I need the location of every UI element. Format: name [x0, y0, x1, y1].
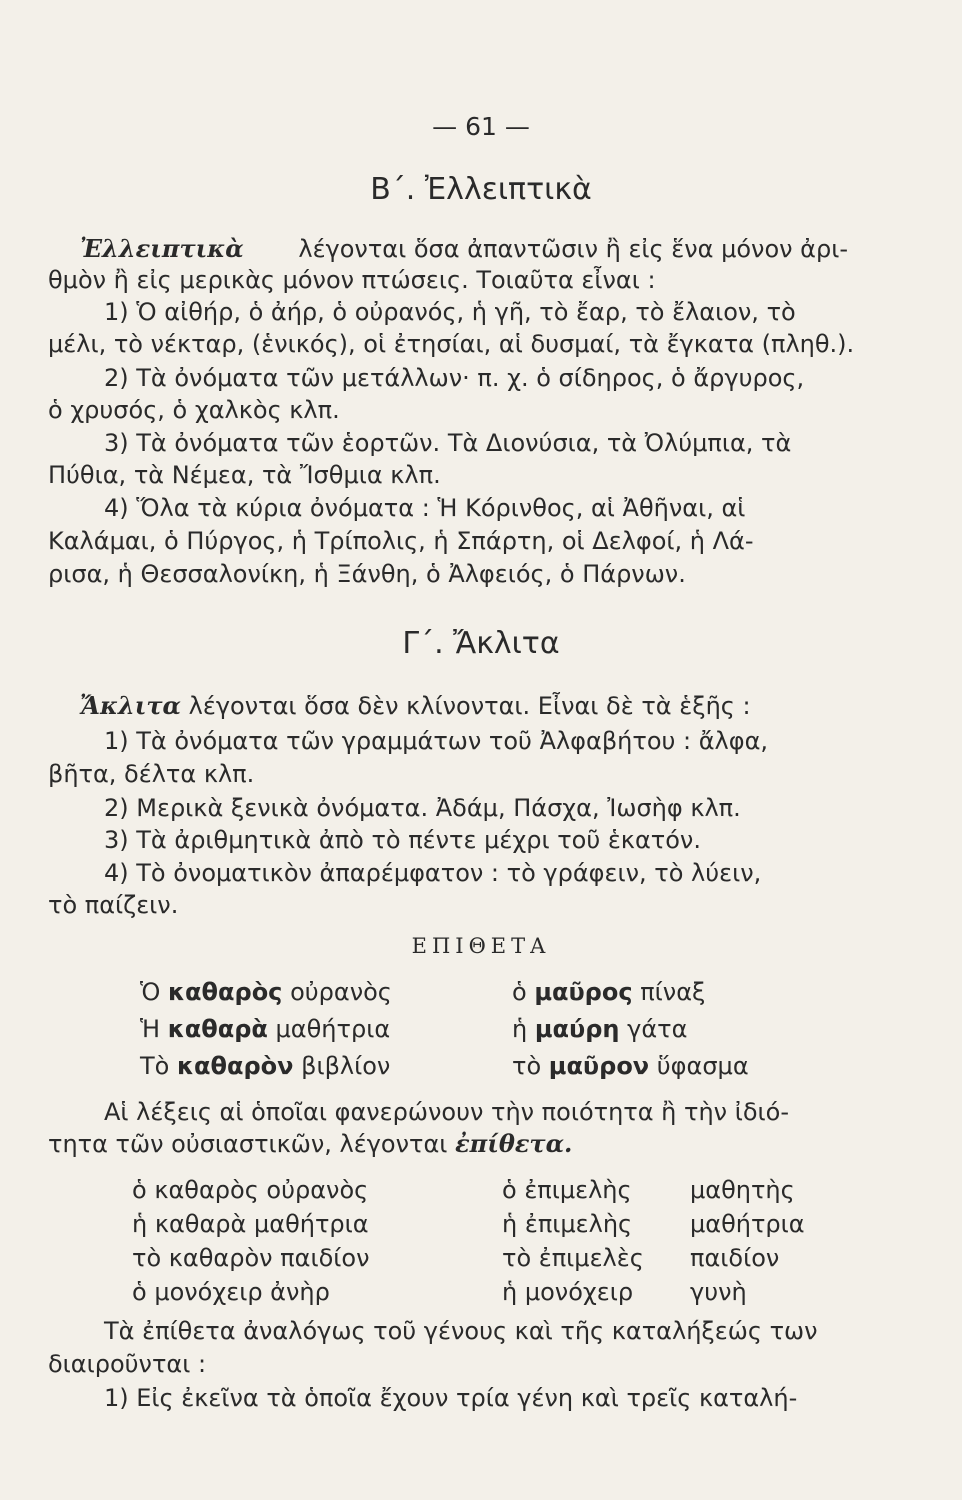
section-b-title: Β΄. Ἐλλειπτικὰ — [370, 172, 592, 207]
closing-line2: διαιροῦνται : — [48, 1350, 207, 1378]
table1-row-3-right — [512, 1054, 749, 1078]
section-b-item2-line1: 2) Τὰ ὀνόματα τῶν μετάλλων· π. χ. ὁ σίδηρος, ὁ ἄργυρος, — [104, 364, 805, 392]
table1-row-1-noun: οὐρανὸς — [290, 978, 392, 1006]
epitheta-para-line1: Αἱ λέξεις αἱ ὁποῖαι φανερώνουν τὴν ποιότητα ἢ τὴν ἰδιό- — [104, 1098, 789, 1126]
section-c-item1-line1: 1) Τὰ ὀνόματα τῶν γραμμάτων τοῦ Ἀλφαβήτου : ἄλφα, — [104, 727, 769, 755]
table1-row-1-article: Ὁ — [140, 978, 161, 1006]
table1-row-2-noun: μαθήτρια — [275, 1015, 391, 1043]
table1-row-3-right-article: τὸ — [512, 1052, 542, 1080]
table2-row-2-right-noun: μαθήτρια — [690, 1210, 805, 1238]
table1-row-2-right-article: ἡ — [512, 1015, 528, 1043]
table1-row-1-right-adjective: μαῦρος — [534, 978, 633, 1006]
table2-row-4-left: ὁ μονόχειρ ἀνὴρ — [132, 1278, 330, 1306]
table2-row-4-right-phrase: ἡ μονόχειρ — [502, 1278, 634, 1306]
table2-row-3-left: τὸ καθαρὸν παιδίον — [132, 1244, 370, 1272]
table2-row-4-right-noun: γυνὴ — [690, 1278, 747, 1306]
section-b-item4-line2: Καλάμαι, ὁ Πύργος, ἡ Τρίπολις, ἡ Σπάρτη, οἱ Δελφοί, ἡ Λά- — [48, 527, 754, 555]
section-b-intro-line2: θμὸν ἢ εἰς μερικὰς μόνον πτώσεις. Τοιαῦτα εἶναι : — [48, 266, 656, 294]
section-c-intro — [80, 691, 751, 720]
table1-row-3-left — [140, 1054, 390, 1078]
section-c-title: Γ΄. Ἄκλιτα — [402, 626, 560, 661]
table2-row-1-right-noun: μαθητὴς — [690, 1176, 795, 1204]
section-c-item1-line2: βῆτα, δέλτα κλπ. — [48, 760, 255, 788]
table1-row-3-right-noun: ὕφασμα — [656, 1052, 749, 1080]
section-c-intro-term: Ἄκλιτα — [80, 691, 182, 720]
table1-row-3-right-adjective: μαῦρον — [548, 1052, 650, 1080]
table1-row-3-adjective: καθαρὸν — [176, 1052, 294, 1080]
table2-row-3-right-noun: παιδίον — [690, 1244, 780, 1272]
closing-line3: 1) Εἰς ἐκεῖνα τὰ ὁποῖα ἔχουν τρία γένη καὶ τρεῖς καταλή- — [104, 1384, 798, 1412]
table1-row-2-adjective: καθαρὰ — [167, 1015, 268, 1043]
table2-row-1-right-phrase: ὁ ἐπιμελὴς — [502, 1176, 632, 1204]
page-number: — 61 — — [432, 112, 530, 141]
epitheta-para-term: ἐπίθετα. — [455, 1129, 573, 1158]
epitheta-para-line2-text: τητα τῶν οὐσιαστικῶν, λέγονται — [48, 1130, 448, 1158]
table2-row-1-left: ὁ καθαρὸς οὐρανὸς — [132, 1176, 369, 1204]
table1-row-1-left — [140, 980, 392, 1004]
epitheta-para-line2 — [48, 1129, 573, 1158]
table2-row-2-right-phrase: ἡ ἐπιμελὴς — [502, 1210, 633, 1238]
table2-row-3-right-phrase: τὸ ἐπιμελὲς — [502, 1244, 644, 1272]
table1-row-2-article: Ἡ — [140, 1015, 161, 1043]
section-b-item1-line2: μέλι, τὸ νέκταρ, (ἑνικός), οἱ ἐτησίαι, αἱ δυσμαί, τὰ ἔγκατα (πληθ.). — [48, 330, 855, 358]
epitheta-title: ΕΠΙΘΕΤΑ — [411, 934, 551, 958]
table1-row-3-noun: βιβλίον — [301, 1052, 391, 1080]
section-b-item3-line2: Πύθια, τὰ Νέμεα, τὰ Ἴσθμια κλπ. — [48, 461, 441, 489]
table1-row-2-right-adjective: μαύρη — [534, 1015, 620, 1043]
section-b-intro-line1 — [80, 234, 848, 263]
section-b-item4-line3: ρισα, ἡ Θεσσαλονίκη, ἡ Ξάνθη, ὁ Ἀλφειός, ὁ Πάρνων. — [48, 560, 686, 588]
table1-row-1-adjective: καθαρὸς — [168, 978, 283, 1006]
section-c-item3: 3) Τὰ ἀριθμητικὰ ἀπὸ τὸ πέντε μέχρι τοῦ ἑκατόν. — [104, 826, 701, 854]
closing-line1: Τὰ ἐπίθετα ἀναλόγως τοῦ γένους καὶ τῆς καταλήξεώς των — [104, 1317, 818, 1345]
table1-row-2-left — [140, 1017, 390, 1041]
section-b-intro-term: Ἐλλειπτικὰ — [80, 234, 244, 263]
table1-row-1-right — [512, 980, 705, 1004]
table1-row-2-right-noun: γάτα — [627, 1015, 688, 1043]
section-b-item1-line1: 1) Ὁ αἰθήρ, ὁ ἀήρ, ὁ οὐρανός, ἡ γῆ, τὸ ἔαρ, τὸ ἔλαιον, τὸ — [104, 298, 796, 326]
table1-row-3-article: Τὸ — [140, 1052, 170, 1080]
section-c-item4-line1: 4) Τὸ ὀνοματικὸν ἀπαρέμφατον : τὸ γράφειν, τὸ λύειν, — [104, 859, 762, 887]
section-b-intro-rest: λέγονται ὅσα ἀπαντῶσιν ἢ εἰς ἕνα μόνον ἀρι- — [298, 235, 848, 263]
section-c-item2: 2) Μερικὰ ξενικὰ ὀνόματα. Ἀδάμ, Πάσχα, Ἰωσὴφ κλπ. — [104, 794, 741, 822]
section-b-item3-line1: 3) Τὰ ὀνόματα τῶν ἑορτῶν. Τὰ Διονύσια, τὰ Ὀλύμπια, τὰ — [104, 429, 792, 457]
table1-row-1-right-article: ὁ — [512, 978, 527, 1006]
section-b-item4-line1: 4) Ὅλα τὰ κύρια ὀνόματα : Ἡ Κόρινθος, αἱ Ἀθῆναι, αἱ — [104, 494, 746, 522]
table1-row-2-right — [512, 1017, 687, 1041]
table1-row-1-right-noun: πίναξ — [640, 978, 706, 1006]
table2-row-2-left: ἡ καθαρὰ μαθήτρια — [132, 1210, 369, 1238]
section-c-intro-rest: λέγονται ὅσα δὲν κλίνονται. Εἶναι δὲ τὰ ἑξῆς : — [188, 692, 751, 720]
section-c-item4-line2: τὸ παίζειν. — [48, 891, 179, 919]
section-b-item2-line2: ὁ χρυσός, ὁ χαλκὸς κλπ. — [48, 396, 340, 424]
